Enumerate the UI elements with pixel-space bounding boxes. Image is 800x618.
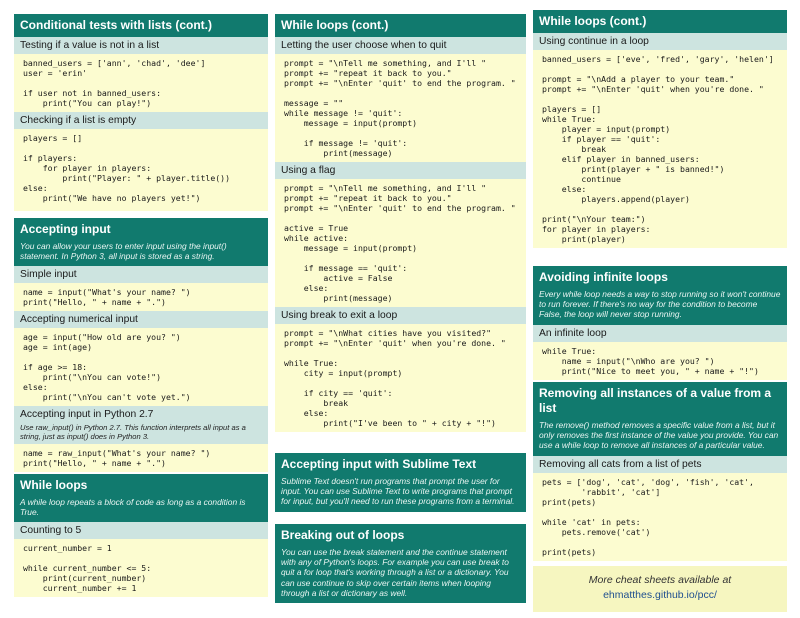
code-block: pets = ['dog', 'cat', 'dog', 'fish', 'cat', 'rabbit', 'cat'] print(pets) while 'cat' in pets: pets.remove('cat') print(pets) [533, 473, 787, 561]
code-block: banned_users = ['ann', 'chad', 'dee'] user = 'erin' if user not in banned_users: print("You can play!") [14, 54, 268, 112]
section-title: Breaking out of loops [275, 524, 526, 547]
section-title: Accepting input [14, 218, 268, 241]
avoiding-infinite-loops-card [533, 266, 787, 380]
more-cheat-sheets-text: More cheat sheets available at [588, 574, 732, 586]
more-cheat-sheets-box [533, 566, 787, 612]
code-block: players = [] if players: for player in players: print("Player: " + player.title()) else: print("We have no players yet!") [14, 129, 268, 211]
subsection-title: Letting the user choose when to quit [275, 37, 526, 54]
accepting-input-card [14, 218, 268, 472]
conditional-tests-card [14, 14, 268, 211]
section-title: Conditional tests with lists (cont.) [14, 14, 268, 37]
subsection-title: Using continue in a loop [533, 33, 787, 50]
subsection-title: Accepting numerical input [14, 311, 268, 328]
code-block: prompt = "\nWhat cities have you visited?" prompt += "\nEnter 'quit' when you're done. " while True: city = input(prompt) if city == 'quit': break else: print("I've been to " + city + "!") [275, 324, 526, 432]
while-loops-card [14, 474, 268, 597]
section-description: Every while loop needs a way to stop running so it won't continue to run forever. If there's no way for the condition to become False, the loop will never stop running. [533, 289, 787, 325]
section-title: While loops (cont.) [533, 10, 787, 33]
section-description: The remove() method removes a specific value from a list, but it only removes the first instance of the value you provide. You can use a while loop to remove all instances of a particular value. [533, 420, 787, 456]
section-description: You can allow your users to enter input using the input() statement. In Python 3, all input is stored as a string. [14, 241, 268, 266]
subsection-title: Using break to exit a loop [275, 307, 526, 324]
subsection-note: Use raw_input() in Python 2.7. This function interprets all input as a string, just as input() does in Python 3. [14, 423, 268, 444]
section-description: A while loop repeats a block of code as long as a condition is True. [14, 497, 268, 522]
section-description: You can use the break statement and the continue statement with any of Python's loops. For example you can use break to quit a for loop that's working through a list or a dictionary. You can use continue to skip over certain items when looping through a list or dictionary as well. [275, 547, 526, 603]
subsection-title: Testing if a value is not in a list [14, 37, 268, 54]
code-block: banned_users = ['eve', 'fred', 'gary', 'helen'] prompt = "\nAdd a player to your team." prompt += "\nEnter 'quit' when you're done. " players = [] while True: player = input(prompt) if player == 'quit': break elif player in banned_users: print(player + " is banned!") continue else: players.append(player) print("\nYour team:") for player in players: print(player) [533, 50, 787, 248]
sublime-text-card [275, 453, 526, 512]
subsection-title: Accepting input in Python 2.7 [14, 406, 268, 423]
code-block: while True: name = input("\nWho are you? ") print("Nice to meet you, " + name + "!") [533, 342, 787, 380]
subsection-title: Checking if a list is empty [14, 112, 268, 129]
subsection-title: Removing all cats from a list of pets [533, 456, 787, 473]
while-loops-cont-card-2 [533, 10, 787, 248]
subsection-title: Counting to 5 [14, 522, 268, 539]
subsection-title: An infinite loop [533, 325, 787, 342]
section-title: While loops (cont.) [275, 14, 526, 37]
section-title: While loops [14, 474, 268, 497]
subsection-title: Simple input [14, 266, 268, 283]
code-block: prompt = "\nTell me something, and I'll " prompt += "repeat it back to you." prompt += "\nEnter 'quit' to end the program. " message = "" while message != 'quit': message = input(prompt) if message != 'quit': print(message) [275, 54, 526, 162]
more-cheat-sheets-link[interactable]: ehmatthes.github.io/pcc/ [603, 589, 717, 601]
section-description: Sublime Text doesn't run programs that prompt the user for input. You can use Sublime Text to write programs that prompt for input, but you'll need to run these programs from a terminal. [275, 476, 526, 512]
section-title: Avoiding infinite loops [533, 266, 787, 289]
section-title: Accepting input with Sublime Text [275, 453, 526, 476]
code-block: current_number = 1 while current_number <= 5: print(current_number) current_number += 1 [14, 539, 268, 597]
code-block: prompt = "\nTell me something, and I'll " prompt += "repeat it back to you." prompt += "\nEnter 'quit' to end the program. " active = True while active: message = input(prompt) if message == 'quit': active = False else: print(message) [275, 179, 526, 307]
while-loops-cont-card [275, 14, 526, 432]
code-block: name = raw_input("What's your name? ") print("Hello, " + name + ".") [14, 444, 268, 472]
code-block: age = input("How old are you? ") age = int(age) if age >= 18: print("\nYou can vote!") else: print("\nYou can't vote yet.") [14, 328, 268, 406]
section-title: Removing all instances of a value from a list [533, 382, 787, 420]
removing-instances-card [533, 382, 787, 561]
subsection-title: Using a flag [275, 162, 526, 179]
code-block: name = input("What's your name? ") print("Hello, " + name + ".") [14, 283, 268, 311]
breaking-out-card [275, 524, 526, 603]
